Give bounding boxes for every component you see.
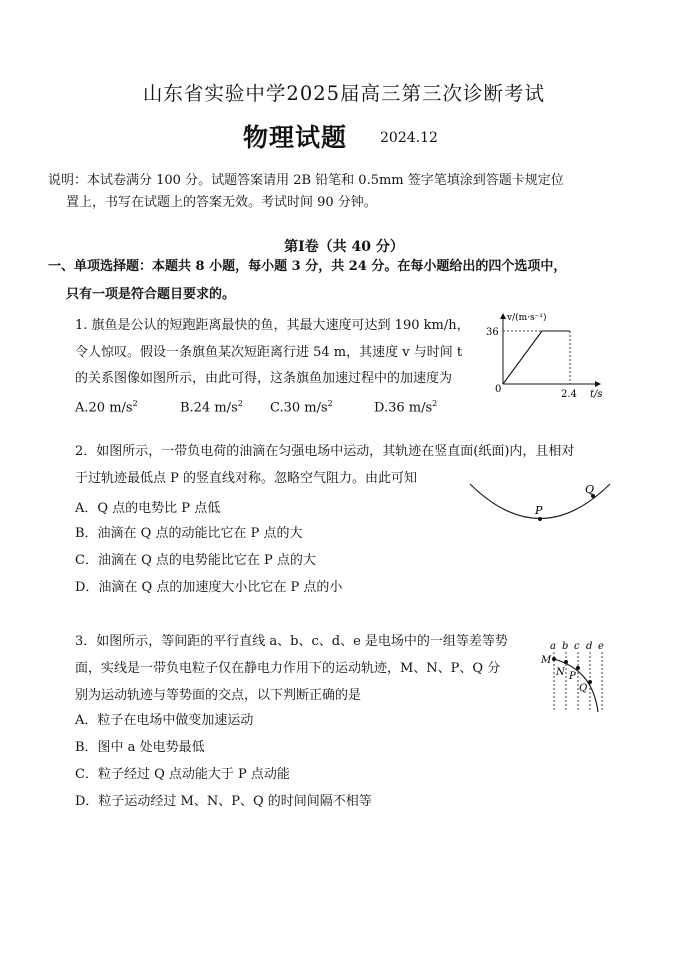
q2-option-b: B．油滴在 Q 点的动能比它在 P 点的大	[75, 526, 303, 541]
q3-line-2: 面，实线是一带负电粒子仅在静电力作用下的运动轨迹，M、N、P、Q 分	[75, 661, 501, 676]
q1-option-b: B.24 $m/s^2$	[180, 399, 243, 416]
q3-option-a: A．粒子在电场中做变加速运动	[75, 713, 254, 728]
label-q: Q	[585, 483, 595, 496]
q1-option-c: C.30 $m/s^2$	[270, 399, 333, 416]
point-p	[538, 517, 542, 521]
label-p3: P	[569, 671, 576, 682]
q1-option-a: A.20 $m/s^2$	[75, 399, 138, 416]
q2-line-1: 2．如图所示，一带负电荷的油滴在匀强电场中运动，其轨迹在竖直面(纸面)内，且相对	[75, 444, 575, 459]
x-tick-2.4: 2.4	[561, 389, 577, 400]
q1-vt-graph	[480, 304, 615, 404]
q1-line-2: 令人惊叹。假设一条旗鱼某次短距离行进 54 m，其速度 v 与时间 t	[75, 345, 463, 360]
q3-option-c: C．粒子经过 Q 点动能大于 P 点动能	[75, 767, 290, 782]
q3-option-b: B．图中 a 处电势最低	[75, 740, 205, 755]
exam-date: 2024.12	[380, 130, 438, 146]
q3-equipotential-figure	[538, 636, 618, 716]
label-a: a	[550, 641, 556, 652]
q3-line-1: 3．如图所示，等间距的平行直线 a、b、c、d、e 是电场中的一组等差等势	[75, 634, 508, 649]
q1-line-1: 1. 旗鱼是公认的短跑距离最快的鱼，其最大速度可达到 190 km/h，	[75, 318, 470, 333]
exam-title: 山东省实验中学2025届高三第三次诊断考试	[142, 82, 546, 105]
subject-title: 物理试题	[243, 123, 348, 152]
x-axis-label: t/s	[590, 389, 603, 400]
q1-option-d: D.36 $m/s^2$	[374, 399, 438, 416]
section-heading-line-1: 一、单项选择题：本题共 8 小题，每小题 3 分，共 24 分。在每小题给出的四个选项中，	[48, 259, 567, 274]
label-e: e	[598, 641, 604, 652]
point-n	[564, 660, 568, 664]
y-axis-label: v/(m·s⁻¹)	[507, 313, 547, 323]
label-q3: Q	[579, 683, 588, 694]
origin-label: 0	[495, 384, 502, 395]
instructions-line-1: 说明：本试卷满分 100 分。试题答案请用 2B 铅笔和 0.5mm 签字笔填涂到答题卡规定位	[48, 173, 564, 188]
label-m: M	[541, 655, 552, 666]
label-p: P	[535, 504, 543, 517]
q2-line-2: 于过轨迹最低点 P 的竖直线对称。忽略空气阻力。由此可知	[75, 471, 418, 486]
q3-line-3: 别为运动轨迹与等势面的交点，以下判断正确的是	[75, 688, 362, 703]
q2-option-c: C．油滴在 Q 点的电势能比它在 P 点的大	[75, 553, 316, 568]
point-p	[576, 666, 580, 670]
y-tick-36: 36	[486, 327, 499, 338]
q2-option-a: A．Q 点的电势比 P 点低	[75, 501, 221, 516]
label-n: N	[556, 667, 565, 678]
accel-line	[503, 331, 542, 384]
q3-option-d: D．粒子运动经过 M、N、P、Q 的时间间隔不相等	[75, 794, 372, 809]
point-q	[588, 680, 592, 684]
q2-option-d: D．油滴在 Q 点的加速度大小比它在 P 点的小	[75, 580, 343, 595]
section-title: 第Ⅰ卷（共 40 分）	[284, 239, 404, 255]
label-b: b	[562, 641, 569, 652]
point-m	[552, 657, 556, 661]
section-heading-line-2: 只有一项是符合题目要求的。	[66, 287, 236, 302]
q1-line-3: 的关系图像如图所示，由此可得，这条旗鱼加速过程中的加速度为	[75, 371, 453, 386]
label-d: d	[586, 641, 593, 652]
q2-trajectory-figure	[468, 478, 618, 538]
instructions-line-2: 置上，书写在试题上的答案无效。考试时间 90 分钟。	[66, 195, 377, 210]
label-c: c	[574, 641, 580, 652]
